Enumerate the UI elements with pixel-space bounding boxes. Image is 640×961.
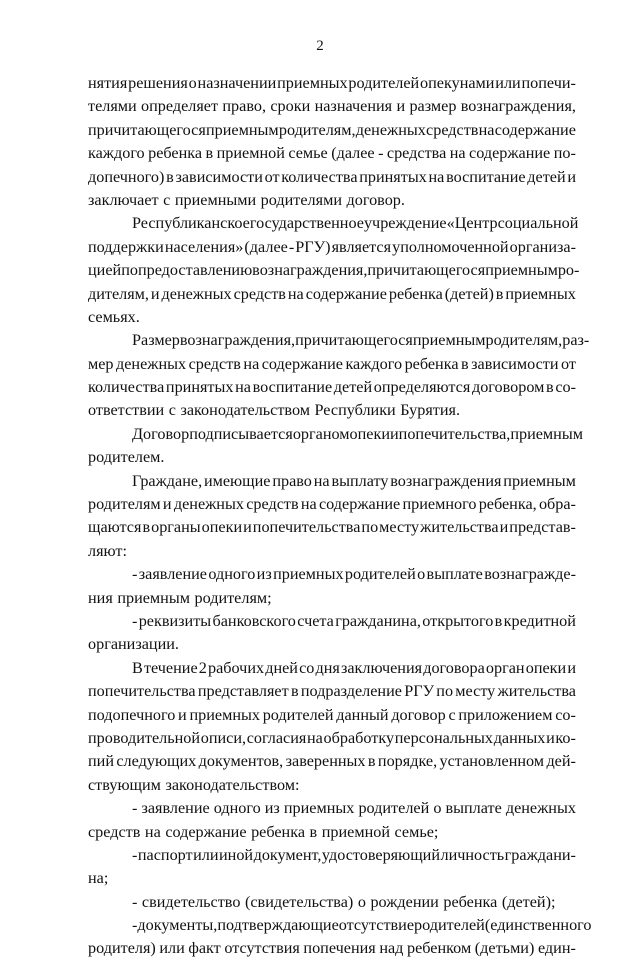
text-line: Размер вознаграждения, причитающегося приемным родителям, раз- bbox=[132, 331, 590, 350]
text-line: Республиканское государственное учреждение «Центр социальной bbox=[132, 214, 579, 233]
text-line: В течение 2 рабочих дней со дня заключения договора орган опеки и bbox=[132, 658, 576, 677]
text-line: ляют: bbox=[88, 541, 127, 560]
text-line: телями определяет право, сроки назначения и размер вознаграждения, bbox=[88, 97, 576, 116]
text-line: Граждане, имеющие право на выплату вознаграждения приемным bbox=[132, 471, 576, 490]
text-line: количества принятых на воспитание детей определяются договором в со- bbox=[88, 378, 576, 397]
paragraph bbox=[88, 212, 580, 329]
text-line: - заявление одного из приемных родителей о выплате денежных bbox=[132, 799, 576, 818]
paragraph bbox=[88, 844, 576, 891]
text-line: каждого ребенка в приемной семье (далее - средства на содержание по- bbox=[88, 144, 576, 163]
paragraph bbox=[88, 329, 590, 423]
text-line: средств на содержание ребенка в приемной семье; bbox=[88, 822, 439, 841]
paragraph bbox=[88, 423, 583, 470]
text-line: поддержки населения» (далее - РГУ) является уполномоченной организа- bbox=[88, 237, 576, 256]
text-line: заключает с приемными родителями договор. bbox=[88, 190, 405, 209]
paragraph bbox=[88, 563, 576, 610]
paragraph bbox=[88, 72, 576, 212]
text-line: - реквизиты банковского счета гражданина, открытого в кредитной bbox=[132, 611, 576, 630]
text-line: - свидетельство (свидетельства) о рождении ребенка (детей); bbox=[132, 892, 556, 911]
paragraph bbox=[88, 470, 576, 564]
text-line: Договор подписывается органом опеки и попечительства, приемным bbox=[132, 424, 583, 443]
text-line: родителя) или факт отсутствия попечения над ребенком (детьми) един- bbox=[88, 939, 576, 958]
paragraph bbox=[88, 914, 592, 961]
text-line: пий следующих документов, заверенных в порядке, установленном дей- bbox=[88, 752, 576, 771]
text-line: причитающегося приемным родителям, денежных средств на содержание bbox=[88, 120, 576, 139]
paragraph bbox=[88, 891, 576, 914]
text-line: проводительной описи, согласия на обработку персональных данных и ко- bbox=[88, 728, 576, 747]
paragraph bbox=[88, 797, 576, 844]
text-line: - заявление одного из приемных родителей о выплате вознагражде- bbox=[132, 565, 576, 584]
text-line: цией по предоставлению вознаграждения, причитающегося приемным ро- bbox=[88, 261, 580, 280]
text-line: - паспорт или иной документ, удостоверяющий личность граждани- bbox=[132, 845, 576, 864]
text-line: подопечного и приемных родителей данный договор с приложением со- bbox=[88, 705, 576, 724]
paragraph bbox=[88, 610, 576, 657]
text-line: ствующим законодательством: bbox=[88, 775, 300, 794]
text-line: родителем. bbox=[88, 448, 165, 467]
text-line: родителям и денежных средств на содержание приемного ребенка, обра- bbox=[88, 495, 576, 514]
text-line: мер денежных средств на содержание каждого ребенка в зависимости от bbox=[88, 354, 576, 373]
text-line: ответствии с законодательством Республики Бурятия. bbox=[88, 401, 461, 420]
text-line: допечного) в зависимости от количества принятых на воспитание детей и bbox=[88, 167, 576, 186]
text-line: организации. bbox=[88, 635, 179, 654]
paragraph bbox=[88, 657, 576, 797]
document-body bbox=[88, 72, 592, 961]
text-line: семьях. bbox=[88, 307, 140, 326]
text-line: нятия решения о назначении приемных родителей опекунами или попечи- bbox=[88, 74, 576, 92]
text-line: - документы, подтверждающие отсутствие родителей (единственного bbox=[132, 916, 592, 935]
page-number: 2 bbox=[316, 38, 324, 54]
text-line: дителям, и денежных средств на содержание ребенка (детей) в приемных bbox=[88, 284, 576, 303]
text-line: ния приемным родителям; bbox=[88, 588, 272, 607]
text-line: на; bbox=[88, 869, 109, 888]
text-line: попечительства представляет в подразделение РГУ по месту жительства bbox=[88, 682, 576, 701]
text-line: щаются в органы опеки и попечительства по месту жительства и представ- bbox=[88, 518, 576, 537]
